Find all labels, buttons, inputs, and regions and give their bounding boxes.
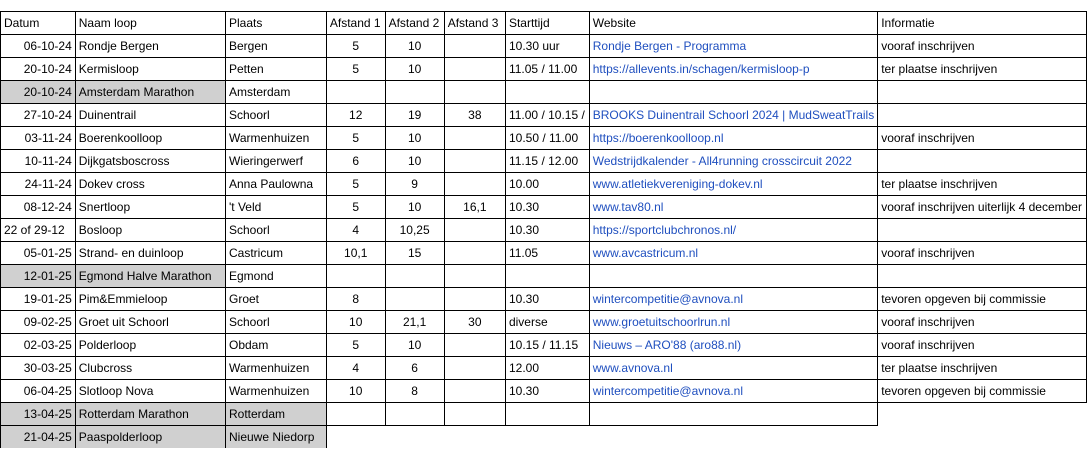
distance-2-cell[interactable]: 9 — [385, 173, 444, 196]
distance-2-cell[interactable] — [385, 403, 444, 426]
start-time-cell[interactable] — [505, 265, 589, 288]
race-name-cell[interactable]: Clubcross — [75, 357, 225, 380]
table-row — [1, 311, 1087, 334]
table-row — [1, 334, 1087, 357]
website-link[interactable] — [589, 81, 877, 104]
distance-3-cell[interactable] — [444, 334, 505, 357]
header-cell[interactable]: Afstand 2 — [385, 12, 444, 35]
website-link[interactable]: www.avnova.nl — [589, 357, 877, 380]
date-cell[interactable]: 10-11-24 — [1, 150, 76, 173]
website-link[interactable] — [589, 265, 877, 288]
distance-3-cell[interactable]: 30 — [444, 311, 505, 334]
distance-1-cell[interactable]: 10 — [326, 311, 385, 334]
distance-1-cell[interactable] — [326, 265, 385, 288]
race-name-cell[interactable]: Amsterdam Marathon — [75, 81, 225, 104]
table-row — [1, 426, 1087, 449]
distance-3-cell[interactable] — [444, 58, 505, 81]
date-cell[interactable]: 12-01-25 — [1, 265, 76, 288]
location-cell[interactable]: Petten — [226, 58, 327, 81]
date-cell[interactable]: 27-10-24 — [1, 104, 76, 127]
distance-1-cell[interactable] — [326, 81, 385, 104]
info-cell[interactable] — [878, 265, 1087, 288]
website-link[interactable]: https://boerenkoolloop.nl — [589, 127, 877, 150]
distance-3-cell[interactable] — [444, 288, 505, 311]
table-row — [1, 104, 1087, 127]
table-row — [1, 357, 1087, 380]
distance-3-cell[interactable] — [444, 242, 505, 265]
website-link[interactable] — [589, 403, 877, 426]
header-row — [1, 12, 1087, 35]
distance-1-cell[interactable]: 5 — [326, 58, 385, 81]
location-cell[interactable]: Nieuwe Niedorp — [226, 426, 327, 449]
distance-2-cell[interactable] — [385, 426, 444, 449]
distance-3-cell[interactable]: 16,1 — [444, 196, 505, 219]
date-cell[interactable]: 20-10-24 — [1, 58, 76, 81]
start-time-cell[interactable] — [505, 403, 589, 426]
website-link[interactable]: https://allevents.in/schagen/kermisloop-p — [589, 58, 877, 81]
website-link[interactable]: www.groetuitschoorlrun.nl — [589, 311, 877, 334]
race-name-cell[interactable]: Paaspolderloop — [75, 426, 225, 449]
race-calendar-table — [0, 11, 1087, 448]
info-cell[interactable] — [878, 426, 1087, 449]
start-time-cell[interactable]: 11.05 — [505, 242, 589, 265]
table-row — [1, 196, 1087, 219]
table-row — [1, 288, 1087, 311]
location-cell[interactable]: Groet — [226, 288, 327, 311]
distance-1-cell[interactable]: 5 — [326, 173, 385, 196]
date-cell[interactable]: 05-01-25 — [1, 242, 76, 265]
info-cell[interactable] — [878, 403, 1087, 426]
date-cell[interactable]: 19-01-25 — [1, 288, 76, 311]
start-time-cell[interactable]: diverse — [505, 311, 589, 334]
table-row — [1, 150, 1087, 173]
distance-3-cell[interactable] — [444, 403, 505, 426]
race-name-cell[interactable]: Slotloop Nova — [75, 380, 225, 403]
race-name-cell[interactable]: Rondje Bergen — [75, 35, 225, 58]
start-time-cell[interactable]: 12.00 — [505, 357, 589, 380]
date-cell[interactable]: 30-03-25 — [1, 357, 76, 380]
website-link[interactable]: www.avcastricum.nl — [589, 242, 877, 265]
start-time-cell[interactable]: 10.00 — [505, 173, 589, 196]
info-cell[interactable]: vooraf inschrijven — [878, 334, 1087, 357]
location-cell[interactable]: Warmenhuizen — [226, 380, 327, 403]
start-time-cell[interactable]: 10.30 — [505, 219, 589, 242]
website-link[interactable]: Rondje Bergen - Programma — [589, 35, 877, 58]
location-cell[interactable]: Schoorl — [226, 311, 327, 334]
start-time-cell[interactable] — [505, 426, 589, 449]
website-link[interactable] — [589, 426, 877, 449]
distance-2-cell[interactable] — [385, 265, 444, 288]
header-cell[interactable]: Plaats — [226, 12, 327, 35]
distance-3-cell[interactable] — [444, 357, 505, 380]
header-cell[interactable]: Naam loop — [75, 12, 225, 35]
header-cell[interactable]: Informatie — [878, 12, 1087, 35]
race-name-cell[interactable]: Rotterdam Marathon — [75, 403, 225, 426]
distance-1-cell[interactable] — [326, 403, 385, 426]
distance-1-cell[interactable]: 5 — [326, 334, 385, 357]
distance-3-cell[interactable] — [444, 127, 505, 150]
distance-2-cell[interactable]: 21,1 — [385, 311, 444, 334]
distance-2-cell[interactable]: 10 — [385, 334, 444, 357]
website-link[interactable]: www.atletiekvereniging-dokev.nl — [589, 173, 877, 196]
distance-1-cell[interactable]: 10,1 — [326, 242, 385, 265]
start-time-cell[interactable]: 11.15 / 12.00 — [505, 150, 589, 173]
race-name-cell[interactable]: Duinentrail — [75, 104, 225, 127]
website-link[interactable]: Nieuws – ARO'88 (aro88.nl) — [589, 334, 877, 357]
location-cell[interactable]: Rotterdam — [226, 403, 327, 426]
distance-2-cell[interactable]: 19 — [385, 104, 444, 127]
start-time-cell[interactable]: 10.50 / 11.00 — [505, 127, 589, 150]
distance-3-cell[interactable] — [444, 81, 505, 104]
distance-2-cell[interactable] — [385, 288, 444, 311]
info-cell[interactable]: tevoren opgeven bij commissie — [878, 288, 1087, 311]
race-name-cell[interactable]: Kermisloop — [75, 58, 225, 81]
table-row — [1, 81, 1087, 104]
date-cell[interactable]: 09-02-25 — [1, 311, 76, 334]
location-cell[interactable]: Schoorl — [226, 104, 327, 127]
start-time-cell[interactable] — [505, 81, 589, 104]
distance-2-cell[interactable]: 10 — [385, 127, 444, 150]
distance-1-cell[interactable]: 6 — [326, 150, 385, 173]
start-time-cell[interactable]: 11.00 / 10.15 / — [505, 104, 589, 127]
distance-2-cell[interactable]: 10 — [385, 150, 444, 173]
distance-2-cell[interactable]: 8 — [385, 380, 444, 403]
distance-2-cell[interactable] — [385, 81, 444, 104]
date-cell[interactable]: 13-04-25 — [1, 403, 76, 426]
table-row — [1, 173, 1087, 196]
distance-1-cell[interactable]: 5 — [326, 127, 385, 150]
distance-3-cell[interactable] — [444, 150, 505, 173]
distance-3-cell[interactable] — [444, 426, 505, 449]
location-cell[interactable]: 't Veld — [226, 196, 327, 219]
distance-3-cell[interactable] — [444, 219, 505, 242]
header-cell[interactable]: Starttijd — [505, 12, 589, 35]
distance-1-cell[interactable]: 5 — [326, 35, 385, 58]
table-row — [1, 127, 1087, 150]
location-cell[interactable]: Obdam — [226, 334, 327, 357]
table-row — [1, 242, 1087, 265]
date-cell[interactable]: 02-03-25 — [1, 334, 76, 357]
distance-3-cell[interactable] — [444, 35, 505, 58]
distance-2-cell[interactable]: 15 — [385, 242, 444, 265]
location-cell[interactable]: Castricum — [226, 242, 327, 265]
distance-2-cell[interactable]: 10 — [385, 35, 444, 58]
race-name-cell[interactable]: Strand- en duinloop — [75, 242, 225, 265]
date-cell[interactable]: 06-04-25 — [1, 380, 76, 403]
distance-3-cell[interactable] — [444, 173, 505, 196]
start-time-cell[interactable]: 11.05 / 11.00 — [505, 58, 589, 81]
website-link[interactable]: www.tav80.nl — [589, 196, 877, 219]
race-name-cell[interactable]: Dijkgatsboscross — [75, 150, 225, 173]
info-cell[interactable]: ter plaatse inschrijven — [878, 173, 1087, 196]
race-name-cell[interactable]: Groet uit Schoorl — [75, 311, 225, 334]
info-cell[interactable]: vooraf inschrijven — [878, 127, 1087, 150]
race-name-cell[interactable]: Egmond Halve Marathon — [75, 265, 225, 288]
table-row — [1, 403, 1087, 426]
start-time-cell[interactable]: 10.30 — [505, 196, 589, 219]
info-cell[interactable]: vooraf inschrijven — [878, 242, 1087, 265]
start-time-cell[interactable]: 10.30 — [505, 288, 589, 311]
header-cell[interactable]: Datum — [1, 12, 76, 35]
distance-3-cell[interactable]: 38 — [444, 104, 505, 127]
distance-1-cell[interactable]: 8 — [326, 288, 385, 311]
info-cell[interactable]: vooraf inschrijven — [878, 311, 1087, 334]
table-row — [1, 35, 1087, 58]
info-cell[interactable]: tevoren opgeven bij commissie — [878, 380, 1087, 403]
distance-1-cell[interactable] — [326, 426, 385, 449]
distance-2-cell[interactable]: 10 — [385, 58, 444, 81]
distance-1-cell[interactable]: 12 — [326, 104, 385, 127]
start-time-cell[interactable]: 10.15 / 11.15 — [505, 334, 589, 357]
table-row — [1, 58, 1087, 81]
date-cell[interactable]: 08-12-24 — [1, 196, 76, 219]
race-name-cell[interactable]: Boerenkoolloop — [75, 127, 225, 150]
distance-3-cell[interactable] — [444, 265, 505, 288]
race-name-cell[interactable]: Bosloop — [75, 219, 225, 242]
distance-3-cell[interactable] — [444, 380, 505, 403]
location-cell[interactable]: Schoorl — [226, 219, 327, 242]
race-name-cell[interactable]: Pim&Emmieloop — [75, 288, 225, 311]
location-cell[interactable]: Warmenhuizen — [226, 127, 327, 150]
info-cell[interactable]: ter plaatse inschrijven — [878, 58, 1087, 81]
start-time-cell[interactable]: 10.30 uur — [505, 35, 589, 58]
header-cell[interactable]: Website — [589, 12, 877, 35]
start-time-cell[interactable]: 10.30 — [505, 380, 589, 403]
race-name-cell[interactable]: Polderloop — [75, 334, 225, 357]
distance-1-cell[interactable]: 4 — [326, 357, 385, 380]
race-name-cell[interactable]: Snertloop — [75, 196, 225, 219]
location-cell[interactable]: Warmenhuizen — [226, 357, 327, 380]
table-row — [1, 219, 1087, 242]
location-cell[interactable]: Egmond — [226, 265, 327, 288]
info-cell[interactable]: vooraf inschrijven — [878, 35, 1087, 58]
info-cell[interactable]: ter plaatse inschrijven — [878, 357, 1087, 380]
distance-1-cell[interactable]: 4 — [326, 219, 385, 242]
info-cell[interactable] — [878, 81, 1087, 104]
distance-1-cell[interactable]: 5 — [326, 196, 385, 219]
distance-2-cell[interactable]: 6 — [385, 357, 444, 380]
location-cell[interactable]: Bergen — [226, 35, 327, 58]
date-cell[interactable]: 06-10-24 — [1, 35, 76, 58]
info-cell[interactable] — [878, 219, 1087, 242]
location-cell[interactable]: Wieringerwerf — [226, 150, 327, 173]
race-name-cell[interactable]: Dokev cross — [75, 173, 225, 196]
website-link[interactable]: https://sportclubchronos.nl/ — [589, 219, 877, 242]
info-cell[interactable] — [878, 150, 1087, 173]
header-cell[interactable]: Afstand 3 — [444, 12, 505, 35]
date-cell[interactable]: 21-04-25 — [1, 426, 76, 449]
distance-2-cell[interactable]: 10,25 — [385, 219, 444, 242]
distance-2-cell[interactable]: 10 — [385, 196, 444, 219]
location-cell[interactable]: Amsterdam — [226, 81, 327, 104]
website-link[interactable]: wintercompetitie@avnova.nl — [589, 288, 877, 311]
date-cell[interactable]: 24-11-24 — [1, 173, 76, 196]
date-cell[interactable]: 22 of 29-12 — [1, 219, 76, 242]
table-row — [1, 265, 1087, 288]
table-row — [1, 380, 1087, 403]
distance-1-cell[interactable]: 10 — [326, 380, 385, 403]
date-cell[interactable]: 03-11-24 — [1, 127, 76, 150]
info-cell[interactable]: vooraf inschrijven uiterlijk 4 december — [878, 196, 1087, 219]
website-link[interactable]: BROOKS Duinentrail Schoorl 2024 | MudSweatTrails — [589, 104, 877, 127]
header-cell[interactable]: Afstand 1 — [326, 12, 385, 35]
website-link[interactable]: wintercompetitie@avnova.nl — [589, 380, 877, 403]
website-link[interactable]: Wedstrijdkalender - All4running crosscircuit 2022 — [589, 150, 877, 173]
date-cell[interactable]: 20-10-24 — [1, 81, 76, 104]
location-cell[interactable]: Anna Paulowna — [226, 173, 327, 196]
info-cell[interactable] — [878, 104, 1087, 127]
